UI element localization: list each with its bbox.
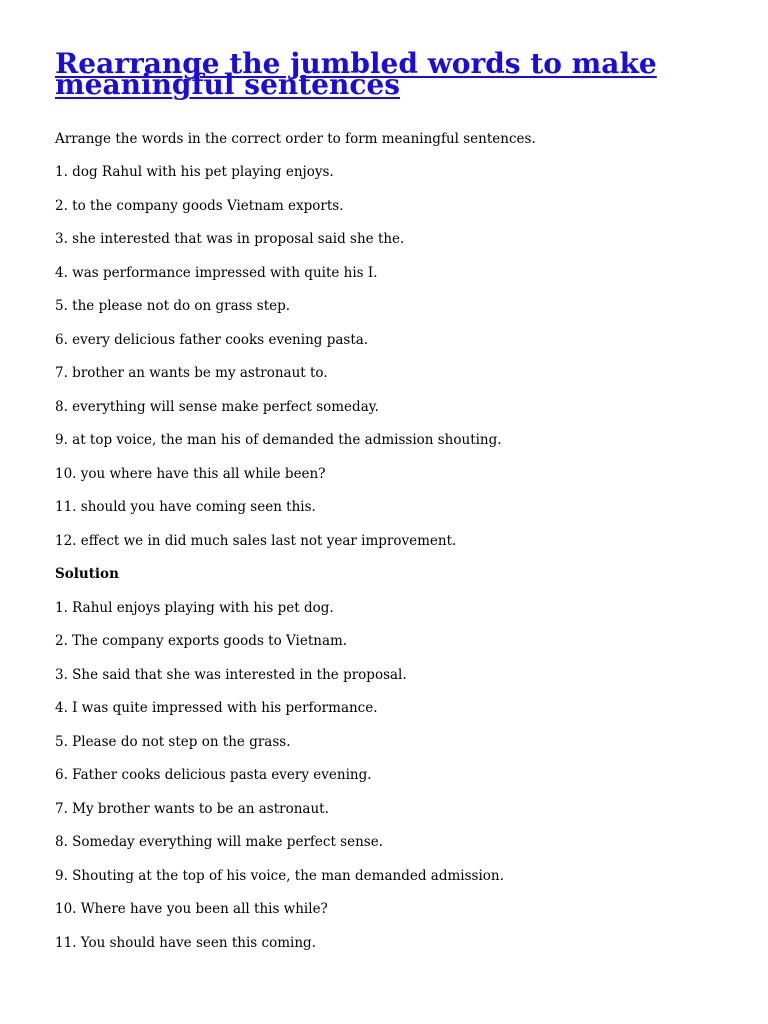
answer-item: 4. I was quite impressed with his performance. [55,700,378,716]
question-item: 10. you where have this all while been? [55,465,326,482]
question-item: 5. the please not do on grass step. [55,298,291,314]
page-title[interactable] [55,47,745,101]
question-item: 12. effect we in did much sales last not year improvement. [55,532,457,549]
answer-item: 2. The company exports goods to Vietnam. [55,633,348,649]
question-item: 4. was performance impressed with quite his I. [55,264,378,281]
content-list [55,164,504,968]
document-page [55,47,745,951]
question-item: 7. brother an wants be my astronaut to. [55,365,328,381]
title-link[interactable]: Rearrange the jumbled words to make meaningful sentences [55,47,657,101]
answer-item: 11. You should have seen this coming. [55,934,316,951]
question-item: 2. to the company goods Vietnam exports. [55,197,344,214]
instructions-text: Arrange the words in the correct order to form meaningful sentences. [55,131,536,147]
question-item: 11. should you have coming seen this. [55,499,316,515]
answer-item: 3. She said that she was interested in the proposal. [55,666,407,683]
question-item: 8. everything will sense make perfect someday. [55,398,379,415]
answer-item: 8. Someday everything will make perfect sense. [55,834,383,850]
question-item: 1. dog Rahul with his pet playing enjoys. [55,164,334,180]
question-item: 3. she interested that was in proposal said she the. [55,231,405,247]
answer-item: 9. Shouting at the top of his voice, the man demanded admission. [55,867,504,884]
solution-heading: Solution [55,566,119,582]
answer-item: 6. Father cooks delicious pasta every evening. [55,767,372,783]
question-item: 9. at top voice, the man his of demanded the admission shouting. [55,432,502,448]
answer-item: 10. Where have you been all this while? [55,901,328,917]
answer-item: 5. Please do not step on the grass. [55,733,291,750]
answer-item: 7. My brother wants to be an astronaut. [55,800,329,817]
question-item: 6. every delicious father cooks evening pasta. [55,331,369,348]
answer-item: 1. Rahul enjoys playing with his pet dog. [55,599,334,616]
